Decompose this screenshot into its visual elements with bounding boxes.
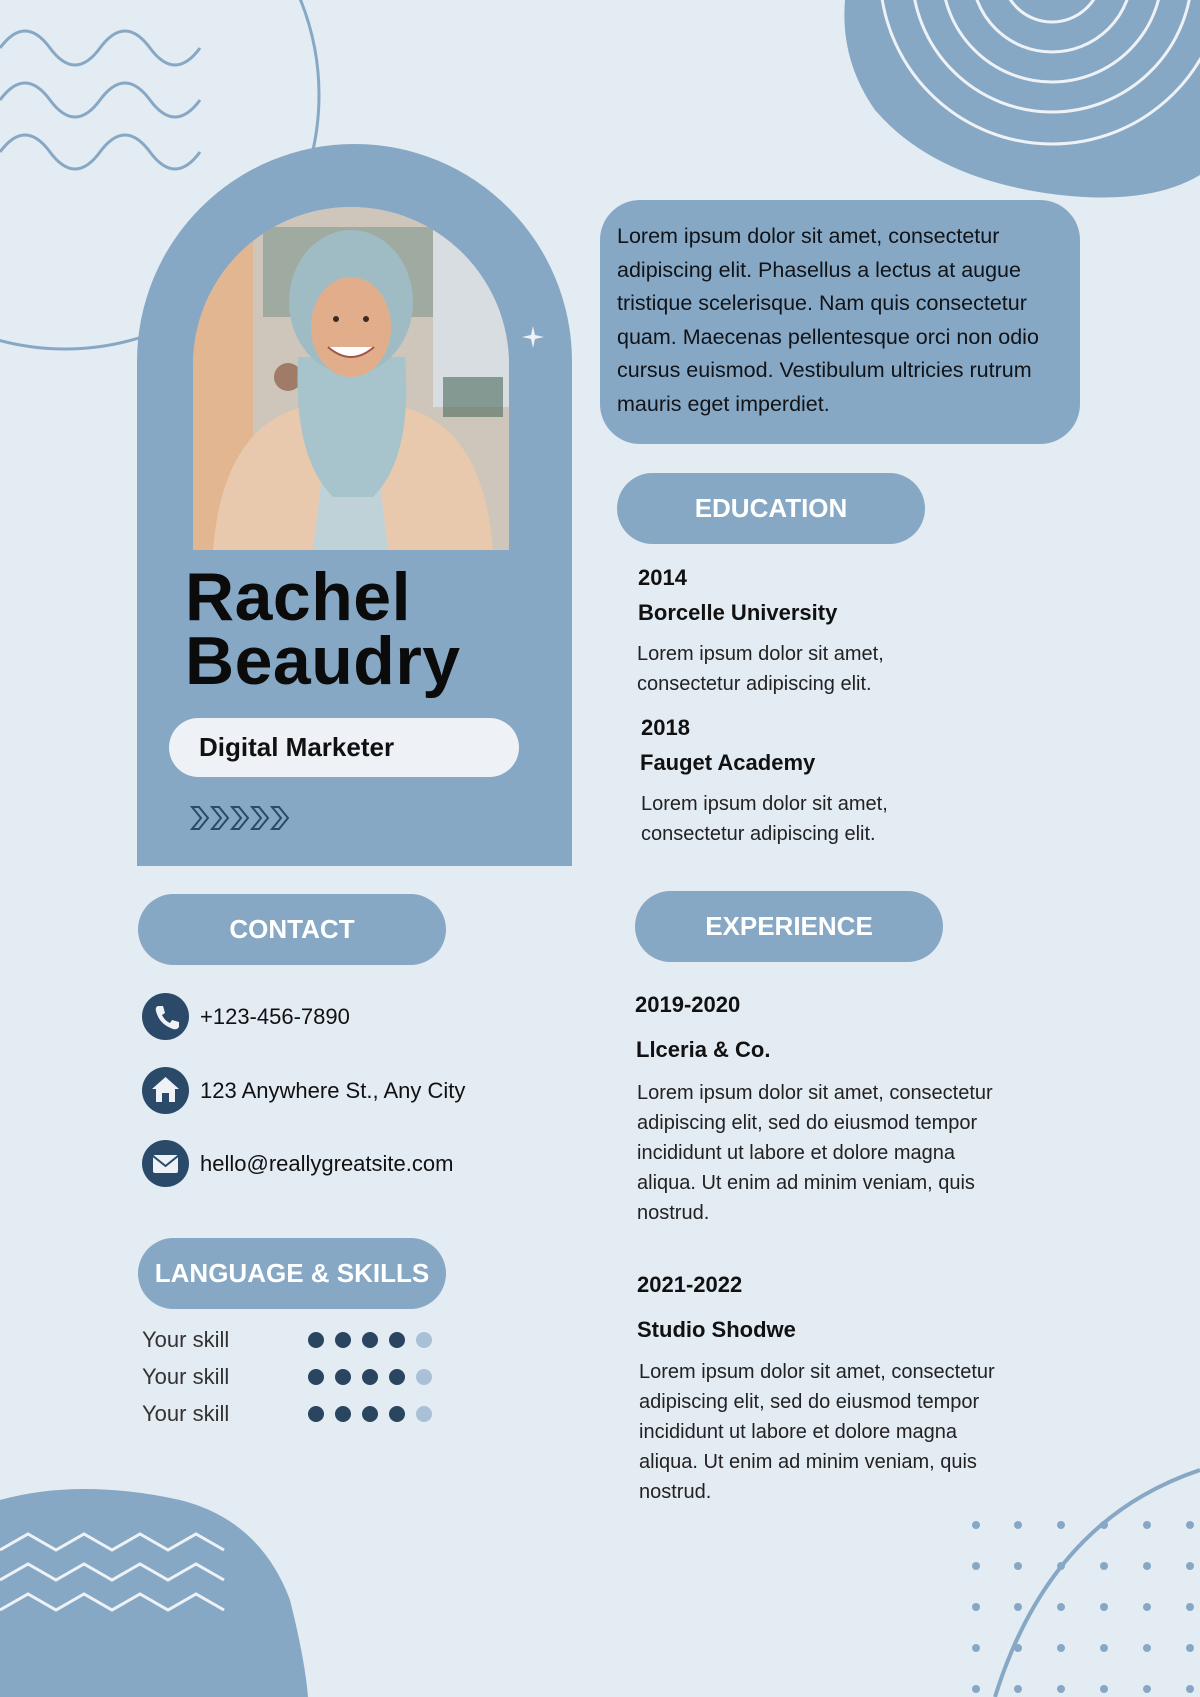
skill-dot-filled bbox=[389, 1406, 405, 1422]
skill-dot-filled bbox=[362, 1406, 378, 1422]
skill-dot-filled bbox=[389, 1369, 405, 1385]
experience-desc-2-line: nostrud. bbox=[639, 1481, 712, 1503]
about-text: Lorem ipsum dolor sit amet, consectetur adipiscing elit. Phasellus a lectus at augue tristique scelerisque. Nam quis consectetur quam. Maecenas pellentesque orci non odio cursus euismod. Vestibulum ultricies rutrum mauris eget imperdiet. bbox=[617, 224, 1039, 416]
contact-email[interactable]: hello@reallygreatsite.com bbox=[200, 1151, 454, 1176]
skill-dot-filled bbox=[362, 1369, 378, 1385]
phone-icon bbox=[142, 993, 189, 1040]
education-desc-1-line-1: Lorem ipsum dolor sit amet, bbox=[637, 643, 884, 665]
experience-company-2: Studio Shodwe bbox=[637, 1317, 796, 1342]
chevrons-decoration-icon bbox=[190, 804, 294, 832]
experience-desc-1 bbox=[637, 1078, 993, 1228]
education-year-1: 2014 bbox=[638, 565, 687, 590]
sparkle-icon bbox=[522, 326, 544, 348]
portrait-illustration bbox=[193, 207, 509, 550]
experience-heading: EXPERIENCE bbox=[635, 891, 943, 962]
skill-label: Your skill bbox=[142, 1327, 230, 1352]
education-desc-1-line-2: consectetur adipiscing elit. bbox=[637, 673, 872, 695]
experience-desc-2-line: Lorem ipsum dolor sit amet, consectetur bbox=[639, 1361, 995, 1383]
skill-dot-filled bbox=[335, 1369, 351, 1385]
experience-desc-2-line: adipiscing elit, sed do eiusmod tempor bbox=[639, 1391, 980, 1413]
education-desc-2 bbox=[641, 789, 888, 849]
home-icon bbox=[142, 1067, 189, 1114]
experience-desc-1-line: nostrud. bbox=[637, 1202, 710, 1224]
skill-label: Your skill bbox=[142, 1364, 230, 1389]
skill-dot-filled bbox=[308, 1406, 324, 1422]
experience-desc-1-line: incididunt ut labore et dolore magna bbox=[637, 1142, 955, 1164]
experience-desc-1-line: Lorem ipsum dolor sit amet, consectetur bbox=[637, 1082, 993, 1104]
decor-waves bbox=[0, 31, 200, 169]
last-name: Beaudry bbox=[185, 623, 461, 699]
decor-bottom-blob bbox=[0, 1489, 308, 1697]
decor-arc bbox=[995, 1470, 1200, 1697]
role-badge bbox=[169, 718, 519, 777]
experience-desc-2-line: aliqua. Ut enim ad minim veniam, quis bbox=[639, 1451, 977, 1473]
education-institution-1: Borcelle University bbox=[638, 600, 838, 625]
decor-concentric-blob bbox=[844, 0, 1200, 198]
experience-desc-2-line: incididunt ut labore et dolore magna bbox=[639, 1421, 957, 1443]
education-year-2: 2018 bbox=[641, 715, 690, 740]
skill-dot-filled bbox=[389, 1332, 405, 1348]
about-box bbox=[600, 200, 1080, 444]
experience-desc-1-line: aliqua. Ut enim ad minim veniam, quis bbox=[637, 1172, 975, 1194]
skills-heading: LANGUAGE & SKILLS bbox=[138, 1238, 446, 1309]
role-text: Digital Marketer bbox=[199, 732, 395, 762]
mail-icon bbox=[142, 1140, 189, 1187]
education-desc-2-line-1: Lorem ipsum dolor sit amet, bbox=[641, 793, 888, 815]
experience-company-1: Llceria & Co. bbox=[636, 1037, 771, 1062]
experience-period-2: 2021-2022 bbox=[637, 1272, 743, 1297]
education-institution-2: Fauget Academy bbox=[640, 750, 816, 775]
person-name bbox=[185, 559, 461, 699]
skill-dot-empty bbox=[416, 1332, 432, 1348]
decor-dot-grid bbox=[972, 1521, 1194, 1693]
contact-heading: CONTACT bbox=[138, 894, 446, 965]
skill-dot-filled bbox=[335, 1406, 351, 1422]
contact-address: 123 Anywhere St., Any City bbox=[200, 1078, 466, 1103]
profile-photo bbox=[193, 207, 509, 550]
skill-label: Your skill bbox=[142, 1401, 230, 1426]
education-desc-1 bbox=[637, 639, 884, 699]
education-desc-2-line-2: consectetur adipiscing elit. bbox=[641, 823, 876, 845]
first-name: Rachel bbox=[185, 559, 411, 635]
skill-dot-empty bbox=[416, 1369, 432, 1385]
experience-desc-1-line: adipiscing elit, sed do eiusmod tempor bbox=[637, 1112, 978, 1134]
skill-dot-filled bbox=[308, 1369, 324, 1385]
experience-desc-2 bbox=[639, 1357, 995, 1507]
experience-period-1: 2019-2020 bbox=[635, 992, 741, 1017]
education-heading: EDUCATION bbox=[617, 473, 925, 544]
contact-phone: +123-456-7890 bbox=[200, 1004, 350, 1029]
skill-dot-empty bbox=[416, 1406, 432, 1422]
skill-dot-filled bbox=[308, 1332, 324, 1348]
skill-dot-filled bbox=[335, 1332, 351, 1348]
skill-dot-filled bbox=[362, 1332, 378, 1348]
